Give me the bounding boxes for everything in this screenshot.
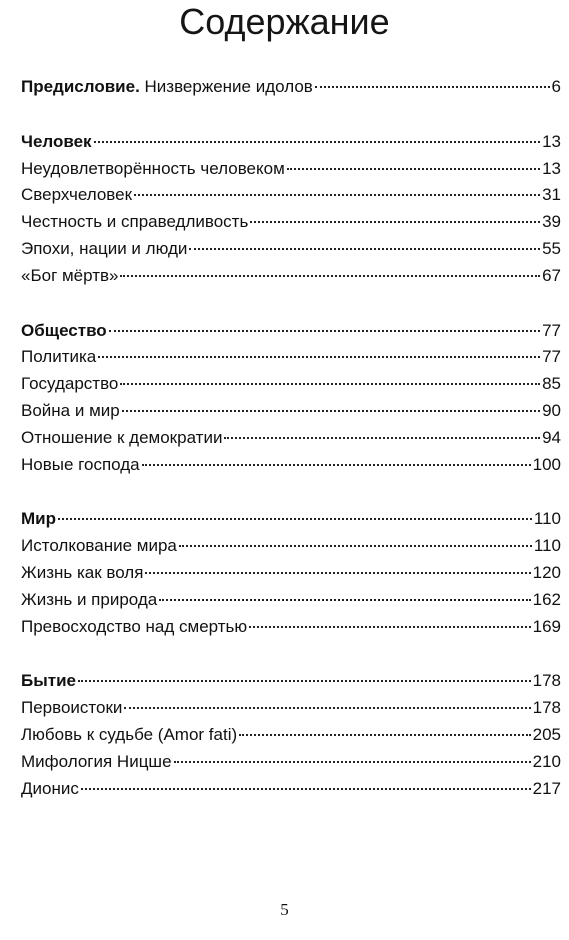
toc-entry-label: Неудовлетворённость человеком bbox=[21, 158, 285, 178]
toc-entry-page: 100 bbox=[532, 454, 561, 474]
toc-entry[interactable] bbox=[21, 401, 561, 428]
toc-entry[interactable] bbox=[21, 266, 561, 293]
toc-entry-label: Отношение к демократии bbox=[21, 427, 223, 447]
dot-leader bbox=[179, 545, 532, 547]
toc-section-heading[interactable] bbox=[21, 321, 561, 348]
toc-preface-bold: Предисловие. bbox=[21, 77, 140, 96]
toc-entry-page: 77 bbox=[542, 347, 561, 367]
toc-entry-label: Война и мир bbox=[21, 400, 120, 420]
dot-leader bbox=[58, 518, 532, 520]
toc-entry-preface[interactable] bbox=[21, 77, 561, 104]
toc-entry[interactable] bbox=[21, 779, 561, 806]
toc-heading-page: 13 bbox=[542, 131, 561, 151]
toc-entry[interactable] bbox=[21, 185, 561, 212]
dot-leader bbox=[134, 194, 540, 196]
dot-leader bbox=[159, 599, 530, 601]
table-of-contents bbox=[21, 77, 561, 833]
toc-entry-page: 169 bbox=[532, 616, 561, 636]
toc-section bbox=[21, 132, 561, 293]
toc-heading-label: Человек bbox=[21, 131, 92, 151]
dot-leader bbox=[122, 410, 540, 412]
toc-entry-page: 210 bbox=[532, 751, 561, 771]
dot-leader bbox=[142, 464, 531, 466]
toc-heading-label: Общество bbox=[21, 320, 107, 340]
toc-entry-page: 94 bbox=[542, 427, 561, 447]
toc-entry-label: Жизнь и природа bbox=[21, 589, 158, 609]
toc-heading-label: Бытие bbox=[21, 671, 76, 691]
dot-leader bbox=[249, 626, 530, 628]
toc-entry-label bbox=[21, 77, 313, 97]
toc-entry-label: Любовь к судьбе (Amor fati) bbox=[21, 724, 238, 744]
toc-entry[interactable] bbox=[21, 563, 561, 590]
toc-section bbox=[21, 671, 561, 805]
toc-entry-label: Истолкование мира bbox=[21, 536, 177, 556]
toc-entry-page: 39 bbox=[542, 212, 561, 232]
toc-entry[interactable] bbox=[21, 590, 561, 617]
toc-entry-page: 110 bbox=[533, 536, 561, 556]
toc-entry-label: Эпохи, нации и люди bbox=[21, 238, 188, 258]
toc-section-heading[interactable] bbox=[21, 132, 561, 159]
toc-entry-label: «Бог мёртв» bbox=[21, 265, 119, 285]
dot-leader bbox=[94, 141, 541, 143]
toc-heading-page: 178 bbox=[532, 671, 561, 691]
toc-entry-page: 85 bbox=[542, 374, 561, 394]
toc-entry[interactable] bbox=[21, 725, 561, 752]
toc-section bbox=[21, 321, 561, 482]
dot-leader bbox=[78, 680, 531, 682]
toc-entry[interactable] bbox=[21, 212, 561, 239]
toc-entry-label: Политика bbox=[21, 347, 97, 367]
dot-leader bbox=[98, 356, 540, 358]
dot-leader bbox=[239, 734, 530, 736]
dot-leader bbox=[224, 437, 540, 439]
dot-leader bbox=[109, 330, 540, 332]
toc-entry-page: 217 bbox=[532, 778, 561, 798]
toc-entry-page: 67 bbox=[542, 265, 561, 285]
dot-leader bbox=[287, 168, 540, 170]
toc-entry[interactable] bbox=[21, 617, 561, 644]
toc-entry-page: 162 bbox=[532, 589, 561, 609]
toc-section bbox=[21, 509, 561, 643]
toc-entry[interactable] bbox=[21, 428, 561, 455]
toc-entry-page: 6 bbox=[551, 77, 561, 96]
toc-entry-label: Первоистоки bbox=[21, 698, 123, 718]
toc-entry-page: 55 bbox=[542, 238, 561, 258]
toc-entry-page: 205 bbox=[532, 724, 561, 744]
dot-leader bbox=[120, 383, 540, 385]
toc-entry-label: Жизнь как воля bbox=[21, 562, 144, 582]
dot-leader bbox=[174, 761, 531, 763]
toc-heading-label: Мир bbox=[21, 509, 56, 529]
toc-entry[interactable] bbox=[21, 374, 561, 401]
toc-preface-section bbox=[21, 77, 561, 104]
toc-section-heading[interactable] bbox=[21, 671, 561, 698]
toc-sections bbox=[21, 132, 561, 806]
toc-entry-label: Дионис bbox=[21, 778, 79, 798]
page-number: 5 bbox=[280, 900, 289, 919]
toc-entry-label: Сверхчеловек bbox=[21, 185, 133, 205]
dot-leader bbox=[315, 86, 550, 88]
dot-leader bbox=[189, 248, 540, 250]
toc-heading-page: 77 bbox=[542, 320, 561, 340]
toc-entry-page: 31 bbox=[542, 185, 561, 205]
dot-leader bbox=[250, 221, 540, 223]
toc-section-heading[interactable] bbox=[21, 509, 561, 536]
toc-entry-label: Честность и справедливость bbox=[21, 212, 249, 232]
toc-entry[interactable] bbox=[21, 752, 561, 779]
toc-heading-page: 110 bbox=[533, 509, 561, 529]
toc-entry-page: 120 bbox=[532, 562, 561, 582]
dot-leader bbox=[145, 572, 530, 574]
toc-entry[interactable] bbox=[21, 455, 561, 482]
toc-entry-page: 13 bbox=[542, 158, 561, 178]
toc-entry[interactable] bbox=[21, 698, 561, 725]
toc-entry-label: Мифология Ницше bbox=[21, 751, 172, 771]
toc-entry[interactable] bbox=[21, 239, 561, 266]
dot-leader bbox=[81, 788, 531, 790]
toc-entry[interactable] bbox=[21, 536, 561, 563]
toc-entry-label: Превосходство над смертью bbox=[21, 616, 248, 636]
dot-leader bbox=[120, 275, 540, 277]
toc-entry-page: 90 bbox=[542, 400, 561, 420]
toc-entry-page: 178 bbox=[532, 698, 561, 718]
toc-entry[interactable] bbox=[21, 159, 561, 186]
dot-leader bbox=[124, 707, 530, 709]
toc-preface-subtitle: Низвержение идолов bbox=[139, 77, 313, 96]
toc-entry[interactable] bbox=[21, 347, 561, 374]
toc-entry-label: Государство bbox=[21, 374, 119, 394]
toc-entry-label: Новые господа bbox=[21, 454, 140, 474]
page-title: Содержание bbox=[179, 1, 390, 42]
